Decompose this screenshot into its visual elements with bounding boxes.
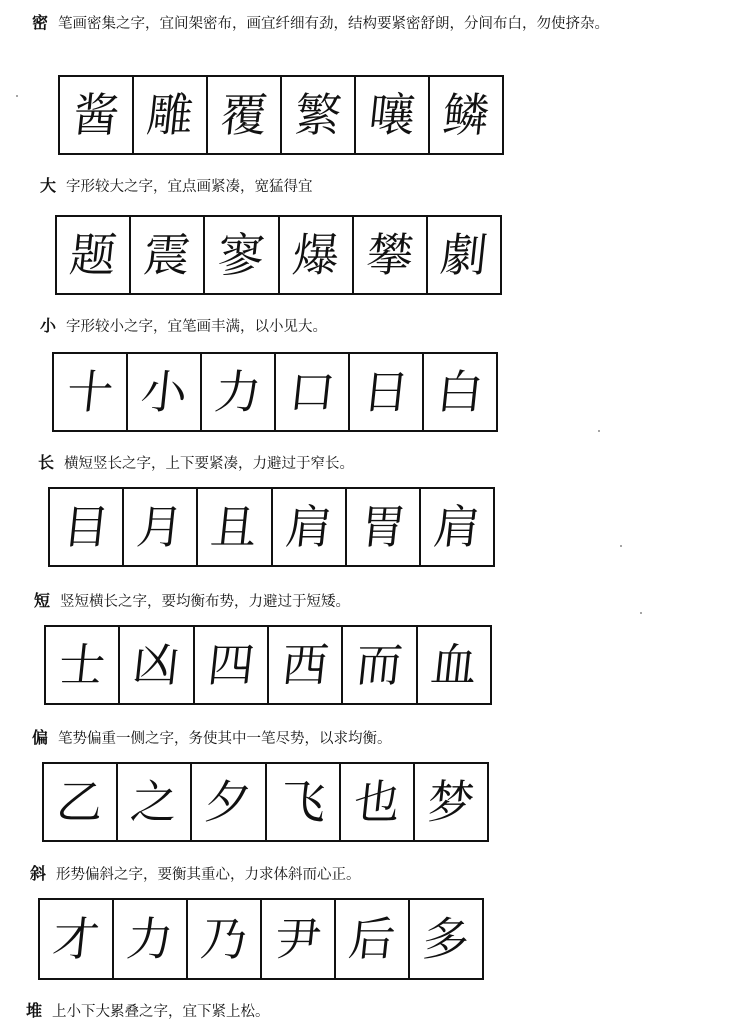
scan-speck xyxy=(16,95,18,97)
character-cell: 力 xyxy=(202,354,276,430)
section-label xyxy=(34,590,350,613)
character-cell: 雕 xyxy=(134,77,208,153)
section-description: 横短竖长之字，上下要紧凑，力避过于窄长。 xyxy=(64,456,355,472)
section-key: 斜 xyxy=(30,864,47,883)
character-cell: 目 xyxy=(50,489,124,565)
section-description: 笔势偏重一侧之字，务使其中一笔尽势，以求均衡。 xyxy=(58,731,392,747)
character-cell: 凶 xyxy=(120,627,194,703)
character-cell: 震 xyxy=(131,217,205,293)
character-cell: 西 xyxy=(269,627,343,703)
character-cell: 题 xyxy=(57,217,131,293)
character-cell: 嚷 xyxy=(356,77,430,153)
scan-speck xyxy=(620,545,622,547)
section-key: 密 xyxy=(32,13,49,32)
character-cell: 四 xyxy=(195,627,269,703)
character-cell: 月 xyxy=(124,489,198,565)
character-cell: 日 xyxy=(350,354,424,430)
character-cell: 攀 xyxy=(354,217,428,293)
character-cell: 后 xyxy=(336,900,410,978)
section-key: 小 xyxy=(40,316,57,335)
character-cell: 胃 xyxy=(347,489,421,565)
character-grid xyxy=(38,898,484,980)
section-label xyxy=(26,1000,270,1023)
character-cell: 多 xyxy=(420,912,472,966)
section-description: 字形较大之字，宜点画紧凑，宽猛得宜 xyxy=(66,179,313,195)
section-description: 形势偏斜之字，要衡其重心，力求体斜而心正。 xyxy=(56,867,361,883)
character-cell: 覆 xyxy=(208,77,282,153)
section-description: 字形较小之字，宜笔画丰满，以小见大。 xyxy=(66,319,328,335)
character-cell: 夕 xyxy=(192,764,266,840)
character-cell: 爆 xyxy=(280,217,354,293)
section-description: 竖短横长之字，要均衡布势，力避过于短矮。 xyxy=(60,594,351,610)
scan-speck xyxy=(640,612,642,614)
character-grid xyxy=(55,215,502,295)
character-grid xyxy=(42,762,489,842)
section-label xyxy=(30,863,361,886)
character-grid xyxy=(44,625,492,705)
character-grid xyxy=(52,352,498,432)
section-key: 短 xyxy=(34,591,51,610)
character-cell: 劇 xyxy=(438,228,490,282)
section-description: 笔画密集之字，宜间架密布，画宜纤细有劲，结构要紧密舒朗，分间布白，勿使挤杂。 xyxy=(58,16,610,32)
section-key: 长 xyxy=(38,453,55,472)
character-cell: 白 xyxy=(434,365,486,419)
section-label xyxy=(40,315,327,338)
character-cell: 口 xyxy=(276,354,350,430)
character-cell: 繁 xyxy=(282,77,356,153)
section-label xyxy=(40,175,313,198)
character-cell: 而 xyxy=(343,627,417,703)
character-cell: 酱 xyxy=(60,77,134,153)
character-cell: 也 xyxy=(341,764,415,840)
character-cell: 之 xyxy=(118,764,192,840)
section-key: 大 xyxy=(40,176,57,195)
section-label xyxy=(32,727,392,750)
character-cell: 寥 xyxy=(205,217,279,293)
character-cell: 乃 xyxy=(188,900,262,978)
section-key: 堆 xyxy=(26,1001,43,1020)
character-cell: 乙 xyxy=(44,764,118,840)
character-grid xyxy=(58,75,504,155)
character-cell: 血 xyxy=(427,638,480,692)
section-label xyxy=(38,452,354,475)
section-description: 上小下大累叠之字，宜下紧上松。 xyxy=(52,1004,270,1020)
character-cell: 飞 xyxy=(267,764,341,840)
section-label xyxy=(10,12,740,35)
character-cell: 才 xyxy=(40,900,114,978)
character-grid xyxy=(48,487,495,567)
section-key: 偏 xyxy=(32,728,49,747)
character-cell: 力 xyxy=(114,900,188,978)
character-cell: 梦 xyxy=(425,775,477,829)
character-cell: 尹 xyxy=(262,900,336,978)
scan-speck xyxy=(598,430,600,432)
character-cell: 肩 xyxy=(431,500,483,554)
character-cell: 士 xyxy=(46,627,120,703)
character-cell: 肩 xyxy=(273,489,347,565)
character-cell: 且 xyxy=(198,489,272,565)
character-cell: 鳞 xyxy=(440,88,492,142)
character-cell: 小 xyxy=(128,354,202,430)
character-cell: 十 xyxy=(54,354,128,430)
